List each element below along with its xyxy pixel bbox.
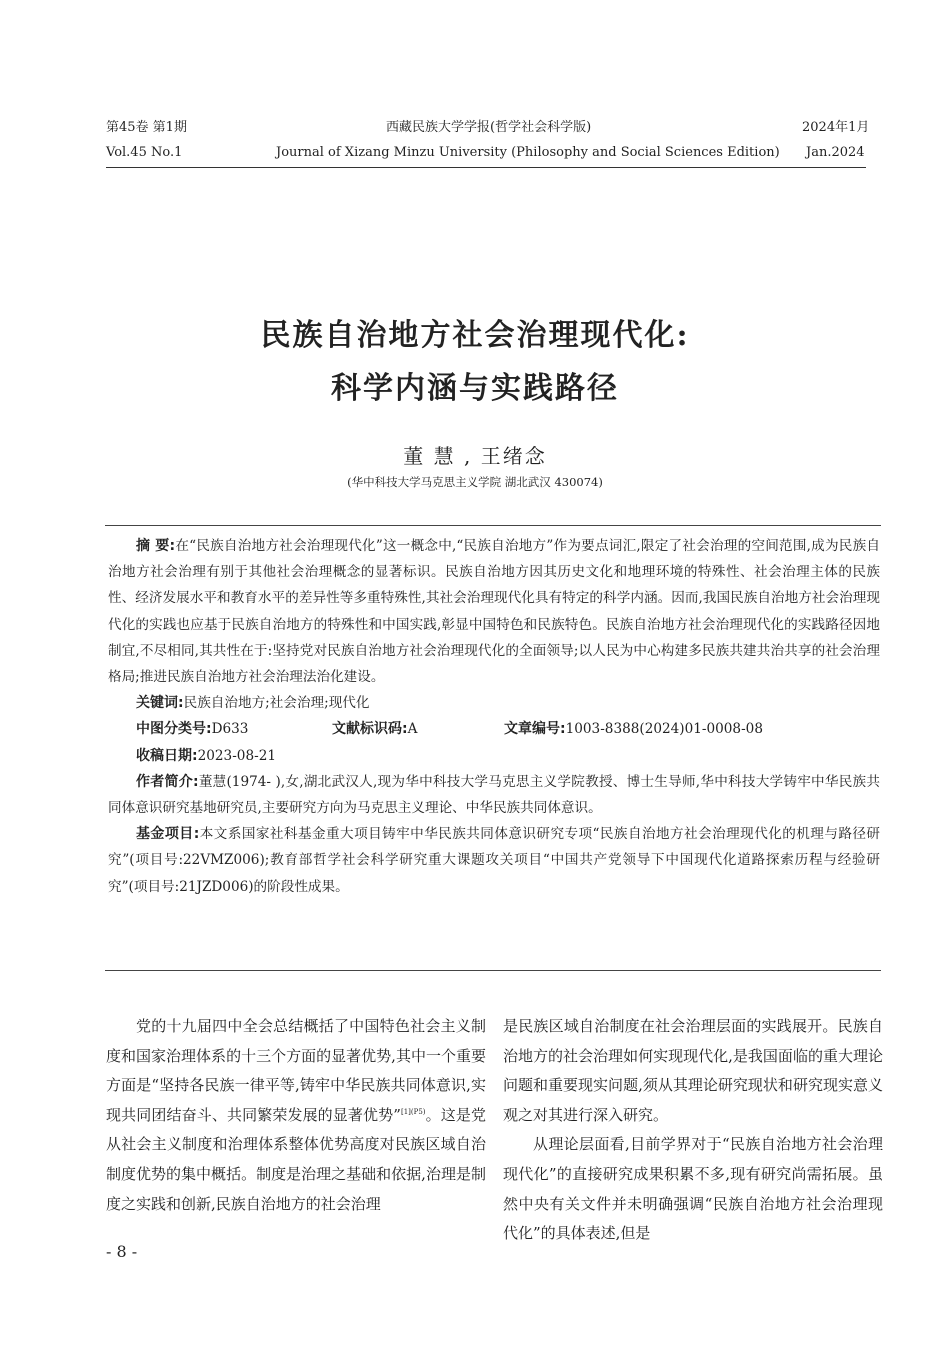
body-text: 。这是党从社会主义制度和治理体系整体优势高度对民族区域自治制度优势的集中概括。制度是治理之基础和依据,治理是制度之实践和创新,民族自治地方的社会治理 bbox=[106, 1105, 486, 1213]
header-journal-name-en: Journal of Xizang Minzu University (Philosophy and Social Sciences Edition) bbox=[276, 145, 780, 160]
abstract-text: 在“民族自治地方社会治理现代化”这一概念中,“民族自治地方”作为要点词汇,限定了社会治理的空间范围,成为民族自治地方社会治理有别于其他社会治理概念的显著标识。民族自治地方因其历史文化和地理环境的特殊性、社会治理主体的民族性、经济发展水平和教育水平的差异性等多重特殊性,其社会治理现代化具有特定的科学内涵。因而,我国民族自治地方社会治理现代化的实践也应基于民族自治地方的特殊性和中国实践,彰显中国特色和民族特色。民族自治地方社会治理现代化的实践路径因地制宜,不尽相同,其共性在于:坚持党对民族自治地方社会治理现代化的全面领导;以人民为中心构建多民族共建共治共享的社会治理格局;推进民族自治地方社会治理法治化建设。 bbox=[108, 538, 880, 686]
header-date-cn: 2024年1月 bbox=[802, 120, 870, 135]
received-value: 2023-08-21 bbox=[197, 747, 276, 764]
doc-code-label: 文献标识码: bbox=[332, 721, 408, 738]
clc-field bbox=[108, 716, 304, 742]
body-paragraph: 是民族区域自治制度在社会治理层面的实践展开。民族自治地方的社会治理如何实现现代化,是我国面临的重大理论问题和重要现实问题,须从其理论研究现状和研究现实意义观之对其进行深入研究。 bbox=[503, 1017, 883, 1124]
body-paragraph bbox=[106, 1012, 486, 1219]
clc-value: D633 bbox=[211, 721, 249, 738]
keywords-label: 关键词: bbox=[136, 695, 184, 712]
header-date-en: Jan.2024 bbox=[806, 145, 865, 160]
abstract-top-rule bbox=[105, 525, 881, 526]
classification-row bbox=[108, 716, 880, 742]
doc-code-value: A bbox=[407, 721, 418, 738]
article-number-value: 1003-8388(2024)01-0008-08 bbox=[565, 721, 763, 738]
author-bio bbox=[108, 769, 880, 821]
header-journal-name-cn: 西藏民族大学学报(哲学社会科学版) bbox=[386, 120, 592, 135]
author-affiliation: (华中科技大学马克思主义学院 湖北武汉 430074) bbox=[347, 475, 603, 489]
abstract-block bbox=[108, 533, 880, 900]
header-volume-issue-cn: 第45卷 第1期 bbox=[106, 120, 187, 135]
article-number-label: 文章编号: bbox=[504, 721, 566, 738]
article-authors: 董 慧 , 王绪念 bbox=[403, 444, 547, 468]
header-volume-issue-en: Vol.45 No.1 bbox=[106, 145, 183, 160]
funding bbox=[108, 821, 880, 900]
clc-label: 中图分类号: bbox=[136, 721, 212, 738]
page-number: - 8 - bbox=[106, 1242, 138, 1261]
author-bio-text: 董慧(1974- ),女,湖北武汉人,现为华中科技大学马克思主义学院教授、博士生导师,华中科技大学铸牢中华民族共同体意识研究基地研究员,主要研究方向为马克思主义理论、中华民族共同体意识。 bbox=[108, 773, 880, 817]
abstract bbox=[108, 533, 880, 690]
abstract-label: 摘 要: bbox=[136, 538, 176, 554]
article-number-field bbox=[476, 716, 763, 742]
citation-marker: [1](P5) bbox=[400, 1107, 426, 1116]
funding-label: 基金项目: bbox=[136, 826, 200, 843]
article-title-line2: 科学内涵与实践路径 bbox=[331, 371, 619, 406]
keywords bbox=[108, 690, 880, 716]
body-text: 党的十九届四中全会总结概括了中国特色社会主义制度和国家治理体系的十三个方面的显著优势,其中一个重要方面是“坚持各民族一律平等,铸牢中华民族共同体意识,实现共同团结奋斗、共同繁荣发展的显著优势” bbox=[106, 1017, 486, 1124]
article-title-line1: 民族自治地方社会治理现代化: bbox=[260, 318, 690, 353]
body-column-left bbox=[106, 1012, 486, 1219]
body-column-right bbox=[503, 1012, 883, 1249]
author-bio-label: 作者简介: bbox=[136, 773, 199, 790]
received-label: 收稿日期: bbox=[136, 747, 198, 764]
header-rule bbox=[106, 167, 866, 168]
doc-code-field bbox=[304, 716, 476, 742]
keywords-text: 民族自治地方;社会治理;现代化 bbox=[183, 695, 370, 712]
received-date bbox=[108, 743, 880, 769]
funding-text: 本文系国家社科基金重大项目铸牢中华民族共同体意识研究专项“民族自治地方社会治理现代化的机理与路径研究”(项目号:22VMZ006);教育部哲学社会科学研究重大课题攻关项目“中国共产党领导下中国现代化道路探索历程与经验研究”(项目号:21JZD006)的阶段性成果。 bbox=[108, 826, 880, 895]
body-paragraph: 从理论层面看,目前学界对于“民族自治地方社会治理现代化”的直接研究成果积累不多,现有研究尚需拓展。虽然中央有关文件并未明确强调“民族自治地方社会治理现代化”的具体表述,但是 bbox=[503, 1135, 883, 1243]
abstract-bottom-rule bbox=[105, 970, 881, 971]
